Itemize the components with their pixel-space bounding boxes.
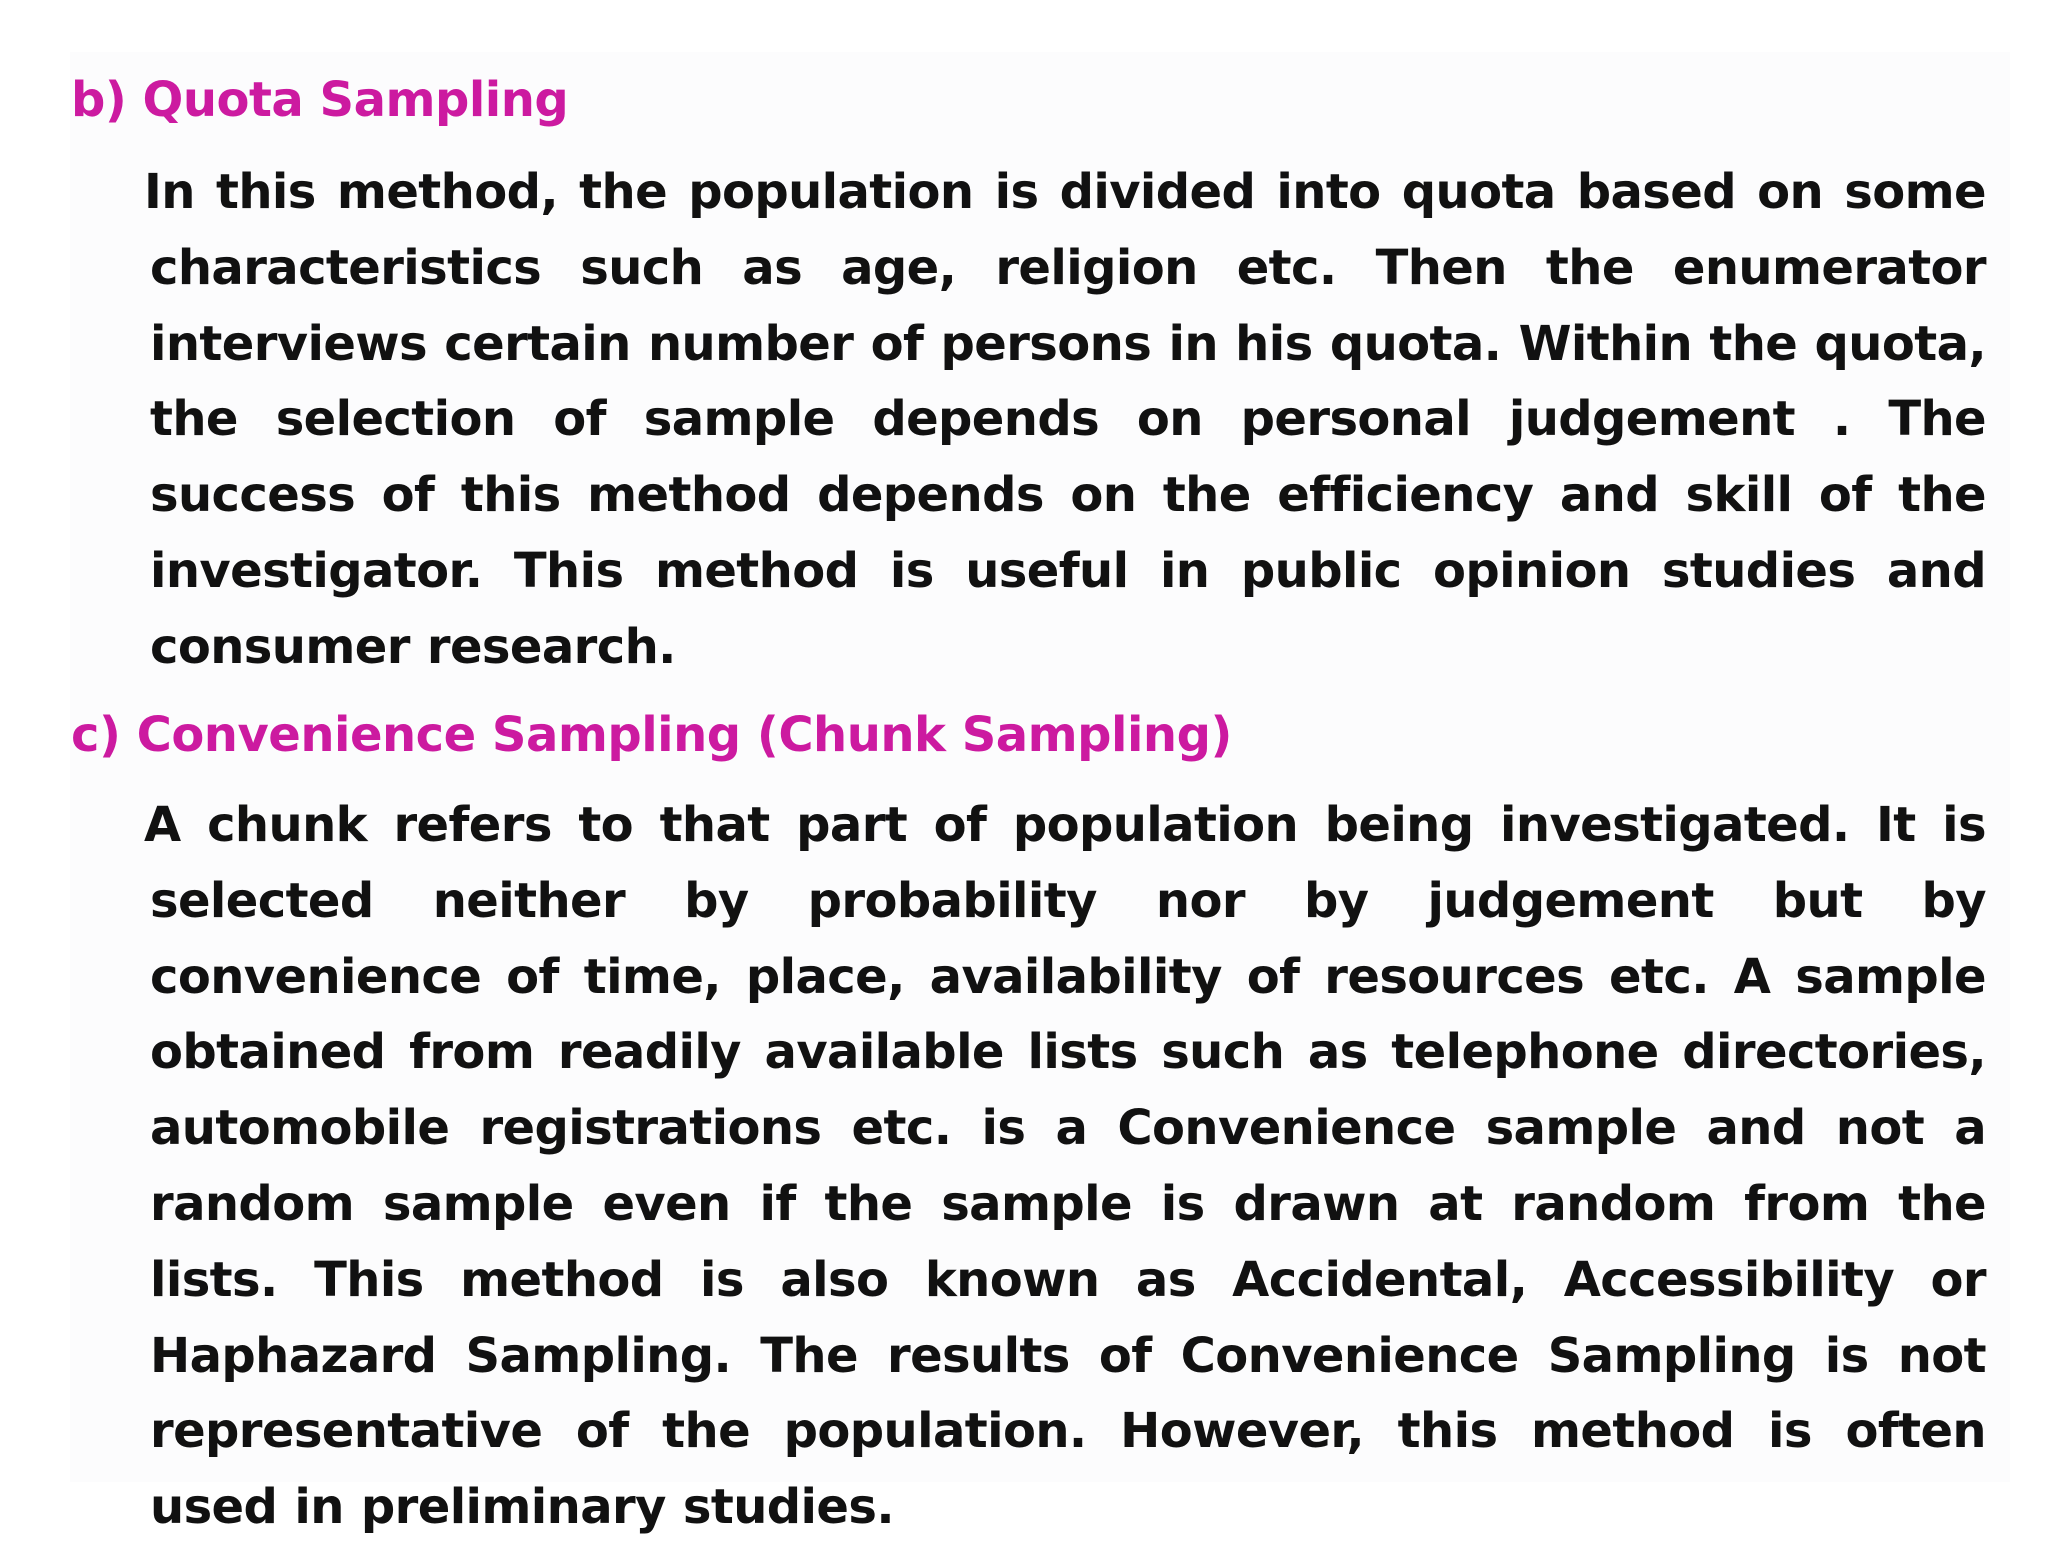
section-body-convenience-sampling: A chunk refers to that part of population being investigated. It is selected neither by probability nor by judgement but by convenience of time, place, availability of resources etc. A sample obtained from readily available lists such as telephone directories, automobile registrations etc. is a Convenience sample and not a random sample even if the sample is drawn at random from the lists. This method is also known as Accidental, Accessibility or Haphazard Sampling. The results of Convenience Sampling is not representative of the population. However, this method is often used in preliminary studies. [144,797,1986,1536]
section-body-quota-sampling: In this method, the population is divided into quota based on some characteristics such as age, religion etc. Then the enumerator interviews certain number of persons in his quota. Within the quota, the selection of sample depends on personal judgement . The success of this method depends on the efficiency and skill of the investigator. This method is useful in public opinion studies and consumer research. [144,164,1986,675]
section-heading-convenience-sampling: c) Convenience Sampling (Chunk Sampling) [71,707,1232,763]
section-heading-quota-sampling: b) Quota Sampling [71,72,569,128]
